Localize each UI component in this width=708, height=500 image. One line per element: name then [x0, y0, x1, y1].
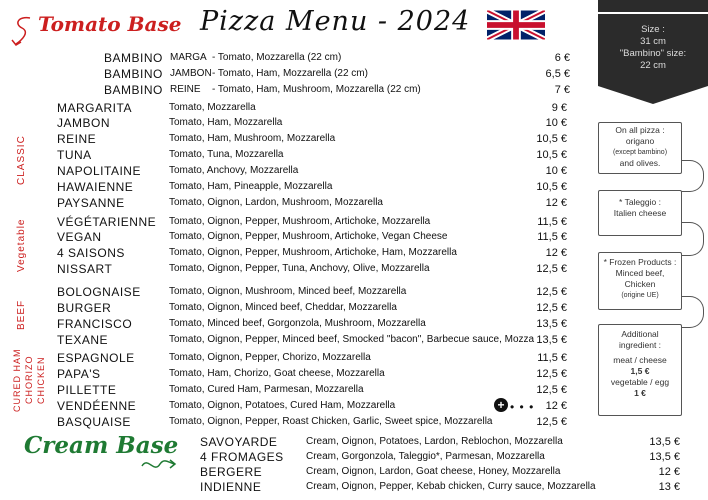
item-price: 10,5 €	[536, 133, 567, 145]
item-name: TEXANE	[57, 333, 109, 347]
item-name: 4 FROMAGES	[200, 450, 284, 464]
item-ingredients: Cream, Oignon, Potatoes, Lardon, Reblochon, Mozzarella	[306, 436, 563, 447]
item-ingredients: - Tomato, Mozzarella (22 cm)	[212, 52, 342, 63]
note-frozen: * Frozen Products : Minced beef, Chicken (origine UE)	[598, 252, 682, 310]
item-name: NISSART	[57, 262, 113, 276]
item-name: BAMBINO	[104, 67, 163, 81]
pizza-row	[57, 302, 570, 317]
cream-row	[200, 436, 685, 451]
plus-icon: +	[494, 398, 508, 412]
item-name: PILLETTE	[57, 383, 117, 397]
size-line: Size :	[641, 24, 665, 35]
item-price: 12 €	[658, 466, 680, 478]
tomato-base-heading: Tomato Base	[38, 12, 182, 36]
cream-base-heading: Cream Base	[24, 432, 179, 459]
item-price: 10 €	[545, 117, 567, 129]
size-line: 22 cm	[640, 60, 666, 71]
item-ingredients: Tomato, Oignon, Pepper, Chorizo, Mozzarella	[169, 352, 371, 363]
item-price: 7 €	[554, 84, 570, 96]
item-price: 9 €	[551, 102, 567, 114]
item-name: VENDÉENNE	[57, 399, 137, 413]
size-line: 31 cm	[640, 36, 666, 47]
item-ingredients: Cream, Oignon, Pepper, Kebab chicken, Curry sauce, Mozzarella	[306, 481, 596, 492]
item-price: 11,5 €	[537, 231, 567, 243]
item-price: 13 €	[658, 481, 680, 493]
item-name: JAMBON	[57, 116, 111, 130]
item-name: BASQUAISE	[57, 415, 131, 429]
item-ingredients: Tomato, Anchovy, Mozzarella	[169, 165, 299, 176]
green-squiggle-arrow	[140, 452, 180, 476]
pizza-row	[57, 416, 570, 431]
item-ingredients: Tomato, Cured Ham, Parmesan, Mozzarella	[169, 384, 364, 395]
category-cured: CURED HAM	[12, 348, 22, 412]
dotted-connector: • • •	[510, 400, 535, 414]
item-price: 13,5 €	[536, 334, 567, 346]
note-connector	[681, 160, 704, 192]
item-name: FRANCISCO	[57, 317, 133, 331]
item-variant: JAMBON	[170, 68, 212, 79]
item-ingredients: Tomato, Mozzarella	[169, 102, 256, 113]
pizza-row	[57, 102, 570, 117]
pizza-row	[57, 318, 570, 333]
category-cured: CHORIZO	[24, 355, 34, 405]
item-name: VEGAN	[57, 230, 102, 244]
pizza-row	[57, 181, 570, 196]
item-name: BAMBINO	[104, 83, 163, 97]
item-name: BAMBINO	[104, 51, 163, 65]
pizza-row	[57, 368, 570, 383]
pizza-row	[57, 197, 570, 212]
item-price: 13,5 €	[536, 318, 567, 330]
item-ingredients: Cream, Gorgonzola, Taleggio*, Parmesan, Mozzarella	[306, 451, 545, 462]
category-cured: CHICKEN	[36, 356, 46, 404]
category-vegetable: Vegetable	[16, 218, 27, 272]
note-taleggio: * Taleggio : Italien cheese	[598, 190, 682, 236]
pizza-row	[57, 384, 570, 399]
category-classic: CLASSIC	[16, 135, 27, 185]
item-price: 12 €	[545, 400, 567, 412]
pizza-row	[57, 165, 570, 180]
pizza-row	[57, 216, 570, 231]
item-ingredients: Tomato, Ham, Chorizo, Goat cheese, Mozzarella	[169, 368, 385, 379]
item-price: 13,5 €	[649, 436, 680, 448]
item-ingredients: - Tomato, Ham, Mushroom, Mozzarella (22 cm)	[212, 84, 421, 95]
item-ingredients: Tomato, Oignon, Pepper, Mushroom, Artichoke, Ham, Mozzarella	[169, 247, 457, 258]
item-price: 11,5 €	[537, 352, 567, 364]
item-name: 4 SAISONS	[57, 246, 125, 260]
item-ingredients: Cream, Oignon, Lardon, Goat cheese, Honey, Mozzarella	[306, 466, 561, 477]
note-additional: Additional ingredient : meat / cheese 1,5 € vegetable / egg 1 €	[598, 324, 682, 416]
item-price: 10,5 €	[536, 149, 567, 161]
item-ingredients: Tomato, Oignon, Minced beef, Cheddar, Mozzarella	[169, 302, 397, 313]
item-ingredients: Tomato, Oignon, Pepper, Mushroom, Artichoke, Mozzarella	[169, 216, 431, 227]
item-name: BURGER	[57, 301, 112, 315]
pizza-row	[57, 334, 570, 349]
item-name: BERGERE	[200, 465, 263, 479]
item-price: 11,5 €	[537, 216, 567, 228]
uk-flag-icon	[487, 10, 545, 40]
item-ingredients: Tomato, Minced beef, Gorgonzola, Mushroom, Mozzarella	[169, 318, 426, 329]
item-price: 12,5 €	[536, 263, 567, 275]
item-name: BOLOGNAISE	[57, 285, 141, 299]
pizza-row	[57, 117, 570, 132]
pizza-row	[57, 149, 570, 164]
item-ingredients: Tomato, Oignon, Pepper, Mushroom, Artichoke, Vegan Cheese	[169, 231, 448, 242]
item-price: 12,5 €	[536, 416, 567, 428]
item-price: 6,5 €	[545, 68, 570, 80]
item-name: ESPAGNOLE	[57, 351, 135, 365]
pizza-row	[57, 247, 570, 262]
pizza-row	[57, 400, 570, 415]
size-info	[598, 24, 708, 72]
item-name: REINE	[57, 132, 97, 146]
item-ingredients: Tomato, Oignon, Pepper, Minced beef, Smocked "bacon", Barbecue sauce, Mozza	[169, 334, 535, 345]
cream-row	[200, 466, 685, 481]
item-name: INDIENNE	[200, 480, 262, 494]
item-ingredients: Tomato, Ham, Mozzarella	[169, 117, 283, 128]
item-price: 12,5 €	[536, 368, 567, 380]
pizza-row	[57, 133, 570, 148]
item-price: 12,5 €	[536, 302, 567, 314]
note-origano: On all pizza : origano (except bambino) and olives.	[598, 122, 682, 174]
item-ingredients: Tomato, Oignon, Lardon, Mushroom, Mozzarella	[169, 197, 383, 208]
item-price: 12 €	[545, 197, 567, 209]
item-ingredients: Tomato, Oignon, Mushroom, Minced beef, Mozzarella	[169, 286, 407, 297]
item-ingredients: Tomato, Oignon, Pepper, Roast Chicken, Garlic, Sweet spice, Mozzarella	[169, 416, 493, 427]
item-variant: MARGA	[170, 52, 207, 63]
note-connector	[681, 296, 704, 328]
pizza-row	[57, 231, 570, 246]
item-price: 13,5 €	[649, 451, 680, 463]
item-ingredients: Tomato, Oignon, Pepper, Tuna, Anchovy, Olive, Mozzarella	[169, 263, 430, 274]
bambino-row	[104, 84, 570, 99]
category-beef: BEEF	[16, 299, 27, 330]
item-price: 12,5 €	[536, 384, 567, 396]
item-name: SAVOYARDE	[200, 435, 278, 449]
item-ingredients: Tomato, Ham, Pineapple, Mozzarella	[169, 181, 333, 192]
bambino-row	[104, 52, 570, 67]
item-price: 10,5 €	[536, 181, 567, 193]
item-ingredients: - Tomato, Ham, Mozzarella (22 cm)	[212, 68, 368, 79]
item-price: 12,5 €	[536, 286, 567, 298]
item-name: VÉGÉTARIENNE	[57, 215, 157, 229]
red-squiggle-arrow	[8, 14, 38, 48]
pizza-row	[57, 286, 570, 301]
item-price: 6 €	[554, 52, 570, 64]
top-tab	[598, 0, 708, 14]
pizza-row	[57, 352, 570, 367]
cream-row	[200, 481, 685, 496]
item-price: 12 €	[545, 247, 567, 259]
item-name: MARGARITA	[57, 101, 132, 115]
cream-row	[200, 451, 685, 466]
item-ingredients: Tomato, Oignon, Potatoes, Cured Ham, Mozzarella	[169, 400, 396, 411]
item-name: TUNA	[57, 148, 92, 162]
item-name: NAPOLITAINE	[57, 164, 141, 178]
bambino-row	[104, 68, 570, 83]
page-title: Pizza Menu - 2024	[200, 6, 471, 37]
item-ingredients: Tomato, Tuna, Mozzarella	[169, 149, 284, 160]
size-line: "Bambino" size:	[619, 48, 687, 59]
pizza-row	[57, 263, 570, 278]
item-ingredients: Tomato, Ham, Mushroom, Mozzarella	[169, 133, 336, 144]
item-name: HAWAIENNE	[57, 180, 134, 194]
item-price: 10 €	[545, 165, 567, 177]
item-name: PAYSANNE	[57, 196, 125, 210]
item-variant: REINE	[170, 84, 201, 95]
note-connector	[681, 222, 704, 256]
item-name: PAPA'S	[57, 367, 101, 381]
